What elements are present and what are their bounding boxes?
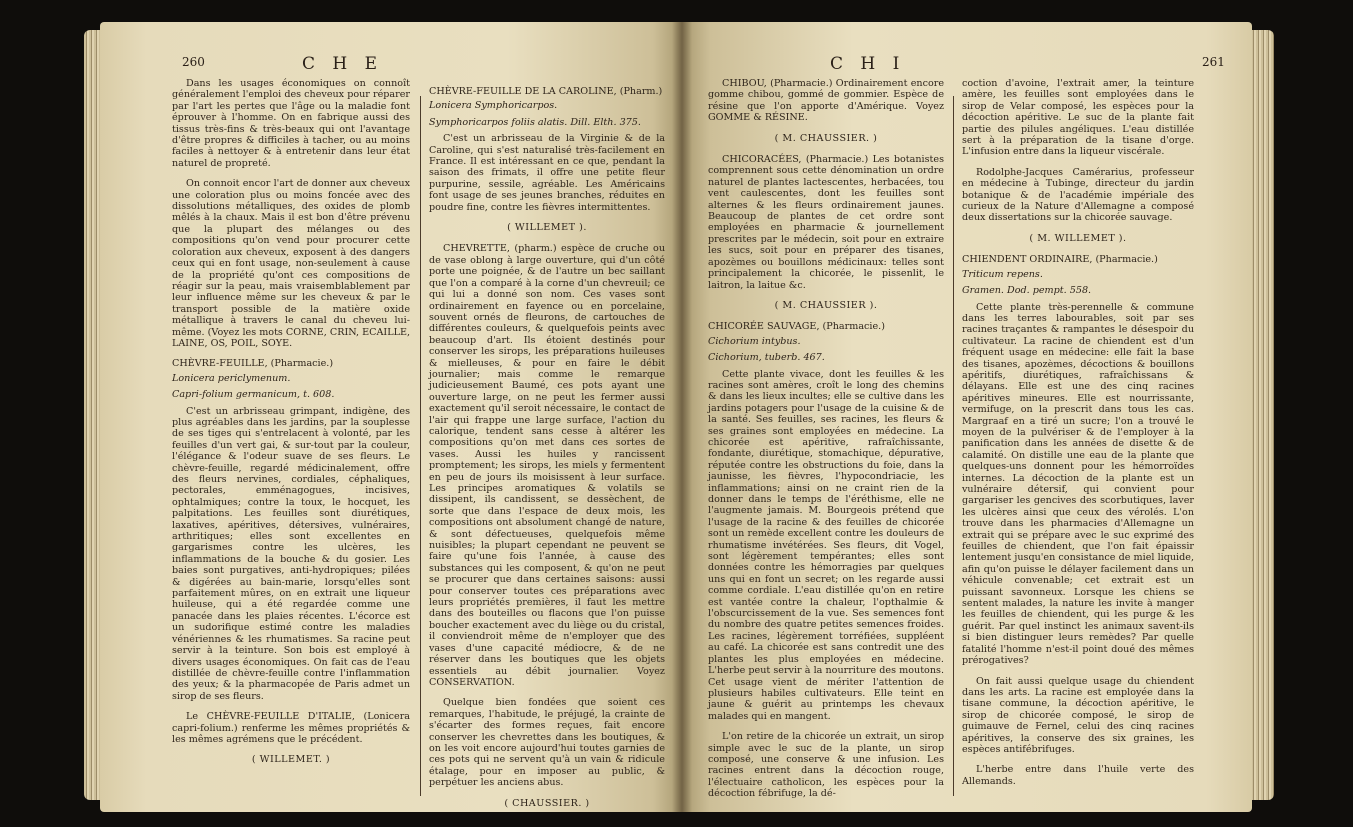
column-rule bbox=[420, 96, 421, 796]
running-header: C H I bbox=[830, 54, 906, 74]
page-number: 261 bbox=[1202, 55, 1225, 69]
latin-name: Lonicera Symphoricarpos. bbox=[429, 100, 558, 112]
latin-name: Cichorium intybus. bbox=[708, 335, 801, 347]
paragraph: L'herbe entre dans l'huile verte des Allemands. bbox=[962, 764, 1194, 787]
latin-name: Capri-folium germanicum, t. 608. bbox=[172, 389, 335, 401]
paragraph: CHIBOU, (Pharmacie.) Ordinairement encore gomme chibou, gommé de gommier. Espèce de résine que l'on apporte d'Amérique. Voyez GOMME & RÉSINE. bbox=[708, 78, 944, 124]
latin-name: Cichorium, tuberb. 467. bbox=[708, 352, 825, 364]
page-number: 260 bbox=[182, 55, 205, 69]
paragraph: On fait aussi quelque usage du chiendent dans les arts. La racine est employée dans la tisane commune, la décoction apéritive, le sirop de chicorée composé, le sirop de guimauve de Fernel, celui des cinq racines apéritives, la conserve des six graines, les espèces antifébrifuges. bbox=[962, 675, 1194, 755]
paragraph: L'on retire de la chicorée un extrait, un sirop simple avec le suc de la plante, un sirop composé, une conserve & une infusion. Les racines entrent dans la décoction rouge, l'électuaire catholicon, les espèces pour la décoction fébrifuge, la dé- bbox=[708, 731, 944, 800]
text-column-1 bbox=[708, 78, 944, 809]
author-signature: ( WILLEMET ). bbox=[507, 222, 587, 234]
author-signature: ( CHAUSSIER. ) bbox=[504, 797, 590, 809]
author-signature: ( M. CHAUSSIER ). bbox=[774, 299, 878, 311]
book-gutter bbox=[672, 22, 692, 812]
right-page bbox=[682, 22, 1252, 812]
latin-name: Symphoricarpos foliis alatis. Dill. Elth. 375. bbox=[429, 116, 641, 128]
author-signature: ( WILLEMET. ) bbox=[251, 754, 331, 766]
paragraph: Quelque bien fondées que soient ces remarques, l'habitude, le préjugé, la crainte de s'écarter des formes reçues, fait encore conserver les chevrettes dans les boutiques, & on les voit encore aujourd'hui toutes garnies de ces pots qui ne servent qu'à un vain & ridicule étalage, pour en imposer au public, & perpétuer les anciens abus. bbox=[429, 697, 665, 789]
running-header: C H E bbox=[302, 54, 384, 74]
entry-heading: CHÈVRE-FEUILLE DE LA CAROLINE, (Pharm.) bbox=[429, 86, 663, 97]
paragraph-continued: coction d'avoine, l'extrait amer, la teinture amère, les feuilles sont employées dans le sirop de Velar composé, les espèces pour la décoction apéritive. Le suc de la plante fait partie des pilules angéliques. L'eau distillée sert à la préparation de la tisane d'orge. L'infusion entre dans la liqueur viscérale. bbox=[962, 78, 1194, 158]
text-column-2 bbox=[962, 78, 1194, 796]
paragraph: Rodolphe-Jacques Camérarius, professeur en médecine à Tubinge, directeur du jardin botanique & de l'académie impériale des curieux de la Nature d'Allemagne a composé deux dissertations sur la chicorée sauvage. bbox=[962, 166, 1194, 224]
author-signature: ( M. WILLEMET ). bbox=[1029, 232, 1127, 244]
paragraph: Dans les usages économiques on connoît généralement l'emploi des cheveux pour réparer par l'art les pertes que l'âge ou la maladie font éprouver à l'homme. On en fabrique aussi des tissus très-fins & très-beaux qui ont l'avantage d'être propres & difficiles à tacher, ou au moins faciles à nettoyer & à entretenir dans leur état naturel de propreté. bbox=[172, 78, 410, 169]
entry-heading: CHICORÉE SAUVAGE, (Pharmacie.) bbox=[708, 321, 885, 333]
latin-name: Gramen. Dod. pempt. 558. bbox=[962, 285, 1092, 297]
entry-heading: CHIENDENT ORDINAIRE, (Pharmacie.) bbox=[962, 254, 1158, 266]
paragraph: Cette plante très-perennelle & commune dans les terres labourables, soit par ses racines traçantes & rampantes le désespoir du cultivateur. La racine de chiendent est d'un fréquent usage en médecine: elle fait la base des tisanes, apozèmes, décoctions & bouillons apéritifs, diurétiques, rafraîchissans & délayans. Elle est une des cinq racines apéritives mineures. Elle est nourrissante, vermifuge, on la prescrit dans tous les cas. Margraaf en a tiré un sucre; l'on a trouvé le moyen de la pulvériser & de l'employer à la panification dans les années de disette & de calamité. On distille une eau de la plante que quelques-uns donnent pour les hémorroïdes internes. La décoction de la plante est un vulnéraire détersif, qui convient pour gargariser les gencives des scorbutiques, laver les ulcères ainsi que ceux des vérolés. L'on trouve dans les pharmacies d'Allemagne un extrait qui se prépare avec le suc exprimé des feuilles de chiendent, que l'on fait épaissir lentement jusqu'en consistance de miel liquide, afin qu'on puisse le délayer facilement dans un véhicule convenable; cet extrait est un puissant savonneux. Lorsque les chiens se sentent malades, la nature les invite à manger les feuilles de chiendent, qui les purge & les guérit. Par quel instinct les animaux savent-ils si bien distinguer leurs remèdes? Par quelle fatalité l'homme n'est-il point doué des mêmes prérogatives? bbox=[962, 301, 1194, 667]
column-rule bbox=[953, 96, 954, 796]
latin-name: Triticum repens. bbox=[962, 268, 1043, 280]
text-column-2 bbox=[429, 78, 665, 812]
text-column-1 bbox=[172, 78, 410, 776]
entry-heading: CHÈVRE-FEUILLE, (Pharmacie.) bbox=[172, 358, 334, 370]
paragraph: C'est un arbrisseau de la Virginie & de la Caroline, qui s'est naturalisé très-facilement en France. Il est intéressant en ce que, pendant la saison des frimats, il offre une petite fleur purpurine, sessile, agréable. Les Américains font usage de ses jeunes branches, réduites en poudre fine, contre les fièvres intermittentes. bbox=[429, 133, 665, 213]
author-signature: ( M. CHAUSSIER. ) bbox=[774, 132, 878, 144]
paragraph: Cette plante vivace, dont les feuilles & les racines sont amères, croît le long des chemins & dans les lieux incultes; elle se cultive dans les jardins potagers pour l'usage de la cuisine & de la santé. Ses feuilles, ses racines, les fleurs & ses graines sont employées en médecine. La chicorée est apéritive, rafraîchissante, fondante, diurétique, stomachique, dépurative, réputée contre les obstructions du foie, dans la jaunisse, les fièvres, l'hypocondriacie, les inflammations; ainsi on ne craint rien de la donner dans le temps de l'éréthisme, elle ne l'augmente jamais. M. Bourgeois prétend que l'usage de la racine & des feuilles de chicorée sont un remède excellent contre les douleurs de rhumatisme invétérées. Ses fleurs, dit Vogel, sont légèrement tempérantes; elles sont données contre les hémorragies par quelques uns qui en font un secret; on les regarde aussi comme cordiale. L'eau distillée qu'on en retire est vantée contre la chaleur, l'opthalmie & l'obscurcissement de la vue. Ses semences font du nombre des quatre petites semences froides. Les racines, légèrement torréfiées, suppléent au café. La chicorée est sans contredit une des plantes les plus employées en médecine. L'herbe peut servir à la nourriture des moutons. Cet usage vient de mériter l'attention de plusieurs habiles cultivateurs. Elle teint en jaune & guérit au printemps les chevaux malades qui en mangent. bbox=[708, 368, 944, 722]
paragraph: Le CHÈVRE-FEUILLE D'ITALIE, (Lonicera capri-folium.) renferme les mêmes propriétés & les mêmes agrémens que le précédent. bbox=[172, 711, 410, 745]
paragraph: C'est un arbrisseau grimpant, indigène, des plus agréables dans les jardins, par la souplesse de ses tiges qui s'entrelacent à volonté, par les feuilles d'un vert gai, & sur-tout par la couleur, l'élégance & l'odeur suave de ses fleurs. Le chèvre-feuille, regardé médicinalement, offre des fleurs nervines, cordiales, céphaliques, pectorales, emménagogues, incisives, ophtalmiques; contre la toux, le hocquet, les palpitations. Les feuilles sont diurétiques, laxatives, apéritives, détersives, vulnéraires, arthritiques; elles sont excellentes en gargarismes contre les ulcères, les inflammations de la bouche & du gosier. Les baies sont purgatives, anti-hydropiques; pilées & digérées au bain-marie, lorsqu'elles sont parfaitement mûres, on en extrait une liqueur huileuse, qui a été regardée comme une panacée dans les plaies récentes. L'écorce est un sudorifique estimé contre les maladies vénériennes & les rhumatismes. Sa racine peut servir à la teinture. Son bois est employé à divers usages économiques. On fait cas de l'eau distillée de chèvre-feuille contre l'inflammation des yeux; & la pharmacopée de Paris admet un sirop de ses fleurs. bbox=[172, 405, 410, 702]
left-page bbox=[100, 22, 682, 812]
paragraph: CHICORACÉES, (Pharmacie.) Les botanistes comprennent sous cette dénomination un ordre naturel de plantes lactescentes, herbacées, tou vent caulescentes, dont les feuilles sont alternes & les fleurs ordinairement jaunes. Beaucoup de plantes de cet ordre sont employées en pharmacie & journellement prescrites par le médecin, soit pour en extraire les sucs, soit pour en préparer des tisanes, apozèmes ou bouillons médicinaux: telles sont principalement la chicorée, le pissenlit, le laitron, la laitue &c. bbox=[708, 154, 944, 291]
paragraph: CHEVRETTE, (pharm.) espèce de cruche ou de vase oblong à large ouverture, qui d'un côté porte une poignée, & de l'autre un bec saillant que l'on a comparé à la corne d'un chevreuil; ce qui lui a donné son nom. Ces vases sont ordinairement en fayence ou en porcelaine, souvent ornés de fleurons, de cartouches de différentes couleurs, & quelquefois peints avec beaucoup d'art. Ils étoient destinés pour conserver les sirops, les préparations huileuses & mielleuses, & pour en faire le débit journalier; mais comme le remarque judicieusement Baumé, ces pots ayant une ouverture large, on ne peut les fermer aussi exactement qu'il seroit nécessaire, le contact de l'air qui frappe une large surface, l'action du calorique, tendent sans cesse à altérer les compositions qu'on met dans ces sortes de vases. Aussi les huiles y rancissent promptement; les sirops, les miels y fermentent en peu de jours ils moisissent à leur surface. Les principes aromatiques & volatils se dissipent, ils candissent, se dessèchent, de sorte que dans l'espace de deux mois, les compositions ont absolument changé de nature, & sont défectueuses, quelquefois même nuisibles; la plupart cependant ne peuvent se faire qu'une fois l'année, à cause des substances qui les composent, & qu'on ne peut se procurer que dans certaines saisons: aussi pour conserver toutes ces préparations avec leurs propriétés premières, il faut les mettre dans des bouteilles ou flacons que l'on puisse boucher exactement avec du liège ou du cristal, il conviendroit même de n'employer que des vases d'une capacité médiocre, & de ne réserver dans les boutiques que les objets essentiels au débit journalier. Voyez CONSERVATION. bbox=[429, 243, 665, 688]
paragraph: On connoit encor l'art de donner aux cheveux une coloration plus ou moins foncée avec des dissolutions métalliques, des oxides de plomb mêlés à la chaux. Mais il est bon d'être prévenu que la plupart des mélanges ou des compositions qu'on vend pour procurer cette coloration aux cheveux, exposent à des dangers ceux qui en font usage, non-seulement à cause de la propriété qu'ont ces compositions de réagir sur la peau, mais vraisemblablement par leur influence même sur les cheveux & par le transport possible de la matière oxide métallique à travers le canal du cheveu lui-même. (Voyez les mots CORNE, CRIN, ECAILLE, LAINE, OS, POIL, SOYE. bbox=[172, 178, 410, 349]
latin-name: Lonicera periclymenum. bbox=[172, 372, 291, 384]
